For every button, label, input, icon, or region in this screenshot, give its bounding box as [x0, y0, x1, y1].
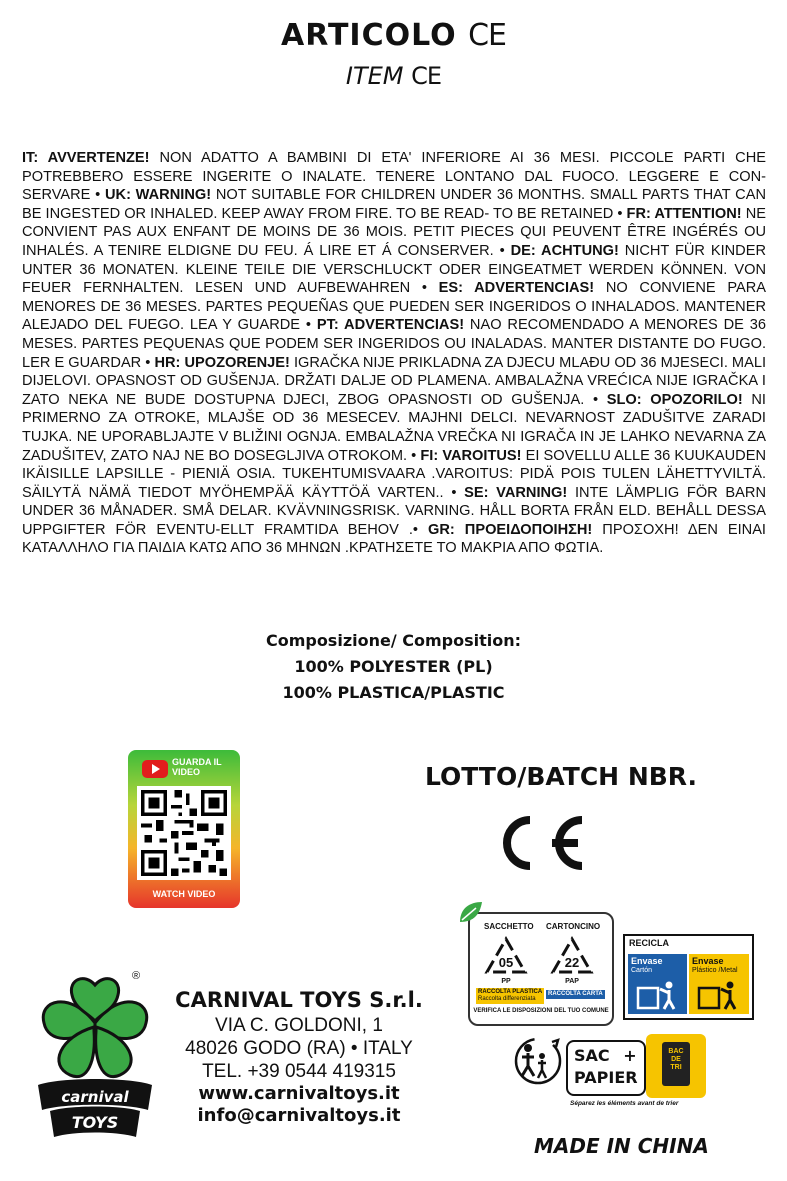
- warnings-block: [22, 149, 766, 558]
- company-street: VIA C. GOLDONI, 1: [215, 1015, 383, 1036]
- cartoncino-code: 22: [564, 955, 580, 970]
- warning-label: DE: ACHTUNG!: [510, 242, 619, 259]
- recycling-footer: VERIFICA LE DISPOSIZIONI DEL TUO COMUNE: [473, 1008, 609, 1014]
- registered-mark: ®: [132, 970, 141, 982]
- warning-text: INTE LÄMPLIG FÖR BARN UNDER 36 MÅNADER. SMÅ DELAR. KVÄVNINGSRISK. VARNING. HÅLL BORTA FRÅN ELD. BEHÅLL DESSA UPPGIFTER FÖR EVENTU-ELLT FRAMTIDA BEHOV .•: [22, 484, 766, 538]
- warning-label: FI: VAROITUS!: [420, 447, 522, 464]
- youtube-icon: [142, 760, 168, 778]
- bin-line-2: DE: [671, 1056, 681, 1063]
- plastic-tag-text: RACCOLTA PLASTICA: [478, 989, 543, 995]
- plastic-tag-sub: Raccolta differenziata: [478, 996, 536, 1002]
- warning-text: NE CONVIENT PAS AUX ENFANT DE MOINS DE 36 MOIS. PETIT PIECES QUI PEUVENT ÊTRE INGÉRÉS OU INHALÉS. A TENIRE ELDIGNE DU FEU. Á LIRE ET Á CONSERVER. •: [22, 205, 766, 259]
- warning-text: ΠΡΟΣΟΧΗ! ΔΕΝ ΕΙΝΑΙ ΚΑΤΑΛΛΗΛΟ ΓΙΑ ΠΑΙΔΙΑ ΚΑΤΩ ΑΠΟ 36 ΜΗΝΩΝ .ΚΡΑΤΗΣΕΤΕ ΤΟ ΜΑΚΡΙΑ ΑΠΟ ΦΩΤΙΑ.: [22, 521, 766, 557]
- qr-code-icon[interactable]: [137, 786, 231, 880]
- warning-label: SE: VARNING!: [464, 484, 568, 501]
- bin-line-1: BAC: [668, 1048, 684, 1055]
- carton-bin-panel: [628, 954, 687, 1014]
- subtitle-text: ITEM: [345, 62, 404, 90]
- sacchetto-code: 05: [498, 955, 514, 970]
- company-email-link[interactable]: info@carnivaltoys.it: [197, 1105, 401, 1126]
- warning-text: EI SOVELLU ALLE 36 KUUKAUDEN IKÄISILLE LAPSILLE - PIENIÄ OSIA. TUKEHTUMISVAARA .VAROITUS: PIDÄ POIS TULEN LÄHETTYVILTÄ. SÄILYTÄ NÄMÄ TIEDOT MYÖHEMPÄÄ KÄYTTÖÄ VARTEN.. •: [22, 447, 766, 501]
- warning-label: ES: ADVERTENCIAS!: [438, 280, 595, 297]
- warning-label: UK: WARNING!: [105, 187, 212, 204]
- plastic-bin-panel: [689, 954, 749, 1014]
- recycle-person-icon: [697, 980, 741, 1010]
- plus-text: +: [623, 1046, 637, 1065]
- sacchetto-material: PP: [501, 978, 511, 985]
- carnival-toys-logo: [30, 965, 160, 1145]
- made-in-label: MADE IN CHINA: [534, 1134, 709, 1158]
- triman-icon: [512, 1034, 564, 1088]
- plastic-tag: [476, 988, 544, 1004]
- recicla-title: RECICLA: [629, 938, 669, 948]
- carton-label: Envase: [631, 956, 663, 966]
- cartoncino-title: CARTONCINO: [546, 922, 601, 931]
- sac-papier-label: [566, 1034, 706, 1098]
- spanish-recycling-label: [623, 934, 754, 1020]
- batch-label: LOTTO/BATCH NBR.: [424, 762, 698, 791]
- warning-label: FR: ATTENTION!: [626, 205, 742, 222]
- warning-label: HR: UPOZORENJE!: [154, 354, 290, 371]
- sac-text: SAC: [574, 1046, 610, 1065]
- bac-de-tri-panel: [646, 1034, 706, 1098]
- company-phone: TEL. +39 0544 419315: [202, 1061, 396, 1082]
- warning-text: NICHT FÜR KINDER UNTER 36 MONATEN. KLEINE TEILE DIE VERSCHLUCKT ODER EINGEATMET WERDEN KÖNNEN. VON FEUER FERNHALTEN. LESEN UND AUFBEWAHREN •: [22, 242, 766, 297]
- leaf-icon: [456, 900, 484, 926]
- qr-video-card[interactable]: [128, 750, 240, 908]
- triman-note: Séparez les éléments avant de trier: [570, 1100, 679, 1107]
- warning-label: PT: ADVERTENCIAS!: [316, 317, 465, 334]
- recycle-person-icon: [636, 980, 680, 1010]
- page-title: [0, 18, 787, 53]
- warning-text: NON ADATTO A BAMBINI DI ETA' INFERIORE AI 36 MESI. PICCOLE PARTI CHE POTREBBERO ESSERE INGERITE O INALATE. TENERE LONTANO DAL FUOCO. LEGGERE E CON-SERVARE •: [22, 150, 766, 204]
- bin-icon: [662, 1042, 690, 1086]
- qr-top-label: GUARDA IL VIDEO: [172, 757, 222, 777]
- plastic-label: Envase: [692, 956, 724, 966]
- company-website-link[interactable]: www.carnivaltoys.it: [198, 1083, 400, 1104]
- warning-label: GR: ΠΡΟΕΙΔΟΠΟΙΗΣΗ!: [428, 521, 593, 538]
- bin-line-3: TRI: [670, 1064, 682, 1071]
- sacchetto-title: SACCHETTO: [484, 922, 534, 931]
- ce-mark: CE: [468, 18, 507, 53]
- composition-line-1: 100% POLYESTER (PL): [294, 657, 493, 676]
- warning-text: NOT SUITABLE FOR CHILDREN UNDER 36 MONTHS. SMALL PARTS THAT CAN BE INGESTED OR INHALED. KEEP AWAY FROM FIRE. TO BE READ- TO BE RETAINED •: [22, 187, 766, 222]
- warning-text: NI PRIMERNO ZA OTROKE, MLAJŠE OD 36 MESECEV. MAJHNI DELCI. NEVARNOST ZADUŠITVE ZARADI TUJKA. NE UPORABLJAJTE V BLIŽINI OGNJA. EMBALAŽNA VREČKA NI IGRAČA IN JE LAHKO NEVARNA ZA ZADUŠITEV, ZATO NAJ NE BO DOSEGLJIVA OTROKOM. •: [22, 391, 766, 464]
- composition-line-2: 100% PLASTICA/PLASTIC: [282, 683, 505, 702]
- warning-text: IGRAČKA NIJE PRIKLADNA ZA DJECU MLAĐU OD 36 MJESECI. MALI DIJELOVI. OPASNOST OD GUŠENJA. DRŽATI DALJE OD PLAMENA. AMBALAŽNA VREĆICA NIJE IGRAČKA I ZATO NEKA NE BUDE DOSTUPNA DJECI, ZBOG OPASNOSTI OD GUŠENJA. •: [22, 354, 766, 408]
- paper-tag: RACCOLTA CARTA: [548, 991, 603, 997]
- warning-label: SLO: OPOZORILO!: [606, 391, 743, 408]
- composition-block: [0, 628, 787, 706]
- page-subtitle: [0, 62, 787, 90]
- company-city: 48026 GODO (RA) • ITALY: [185, 1038, 413, 1059]
- company-address-block: [168, 986, 430, 1127]
- qr-bottom-label: WATCH VIDEO: [152, 889, 216, 899]
- warning-text: NO CONVIENE PARA MENORES DE 36 MESES. PARTES PEQUEÑAS QUE PUEDEN SER INGERIDOS O INHALADOS. MANTENER ALEJADO DEL FUEGO. LEA Y GUARDE •: [22, 280, 766, 334]
- company-name: CARNIVAL TOYS S.r.l.: [175, 988, 423, 1012]
- cartoncino-material: PAP: [565, 978, 579, 985]
- ce-mark-icon: [492, 812, 592, 874]
- composition-heading: Composizione/ Composition:: [265, 631, 522, 650]
- carton-sub: Cartón: [631, 967, 653, 974]
- warning-text: NAO RECOMENDADO A MENORES DE 36 MESES. PARTES PEQUENAS QUE PODEM SER INGERIDOS OU INALADAS. MANTER DISTANTE DO FUGO. LER E GUARDAR •: [22, 317, 767, 371]
- warning-label: IT: AVVERTENZE!: [22, 150, 150, 166]
- italian-recycling-label: [468, 912, 614, 1026]
- sac-papier-panel: [566, 1040, 646, 1096]
- plastic-sub: Plástico /Metal: [692, 967, 738, 974]
- ce-mark-small: CE: [411, 62, 442, 90]
- title-text: ARTICOLO: [280, 18, 457, 53]
- papier-text: PAPIER: [574, 1068, 638, 1087]
- svg-text:TOYS: TOYS: [71, 1113, 119, 1132]
- svg-text:carnival: carnival: [61, 1088, 129, 1106]
